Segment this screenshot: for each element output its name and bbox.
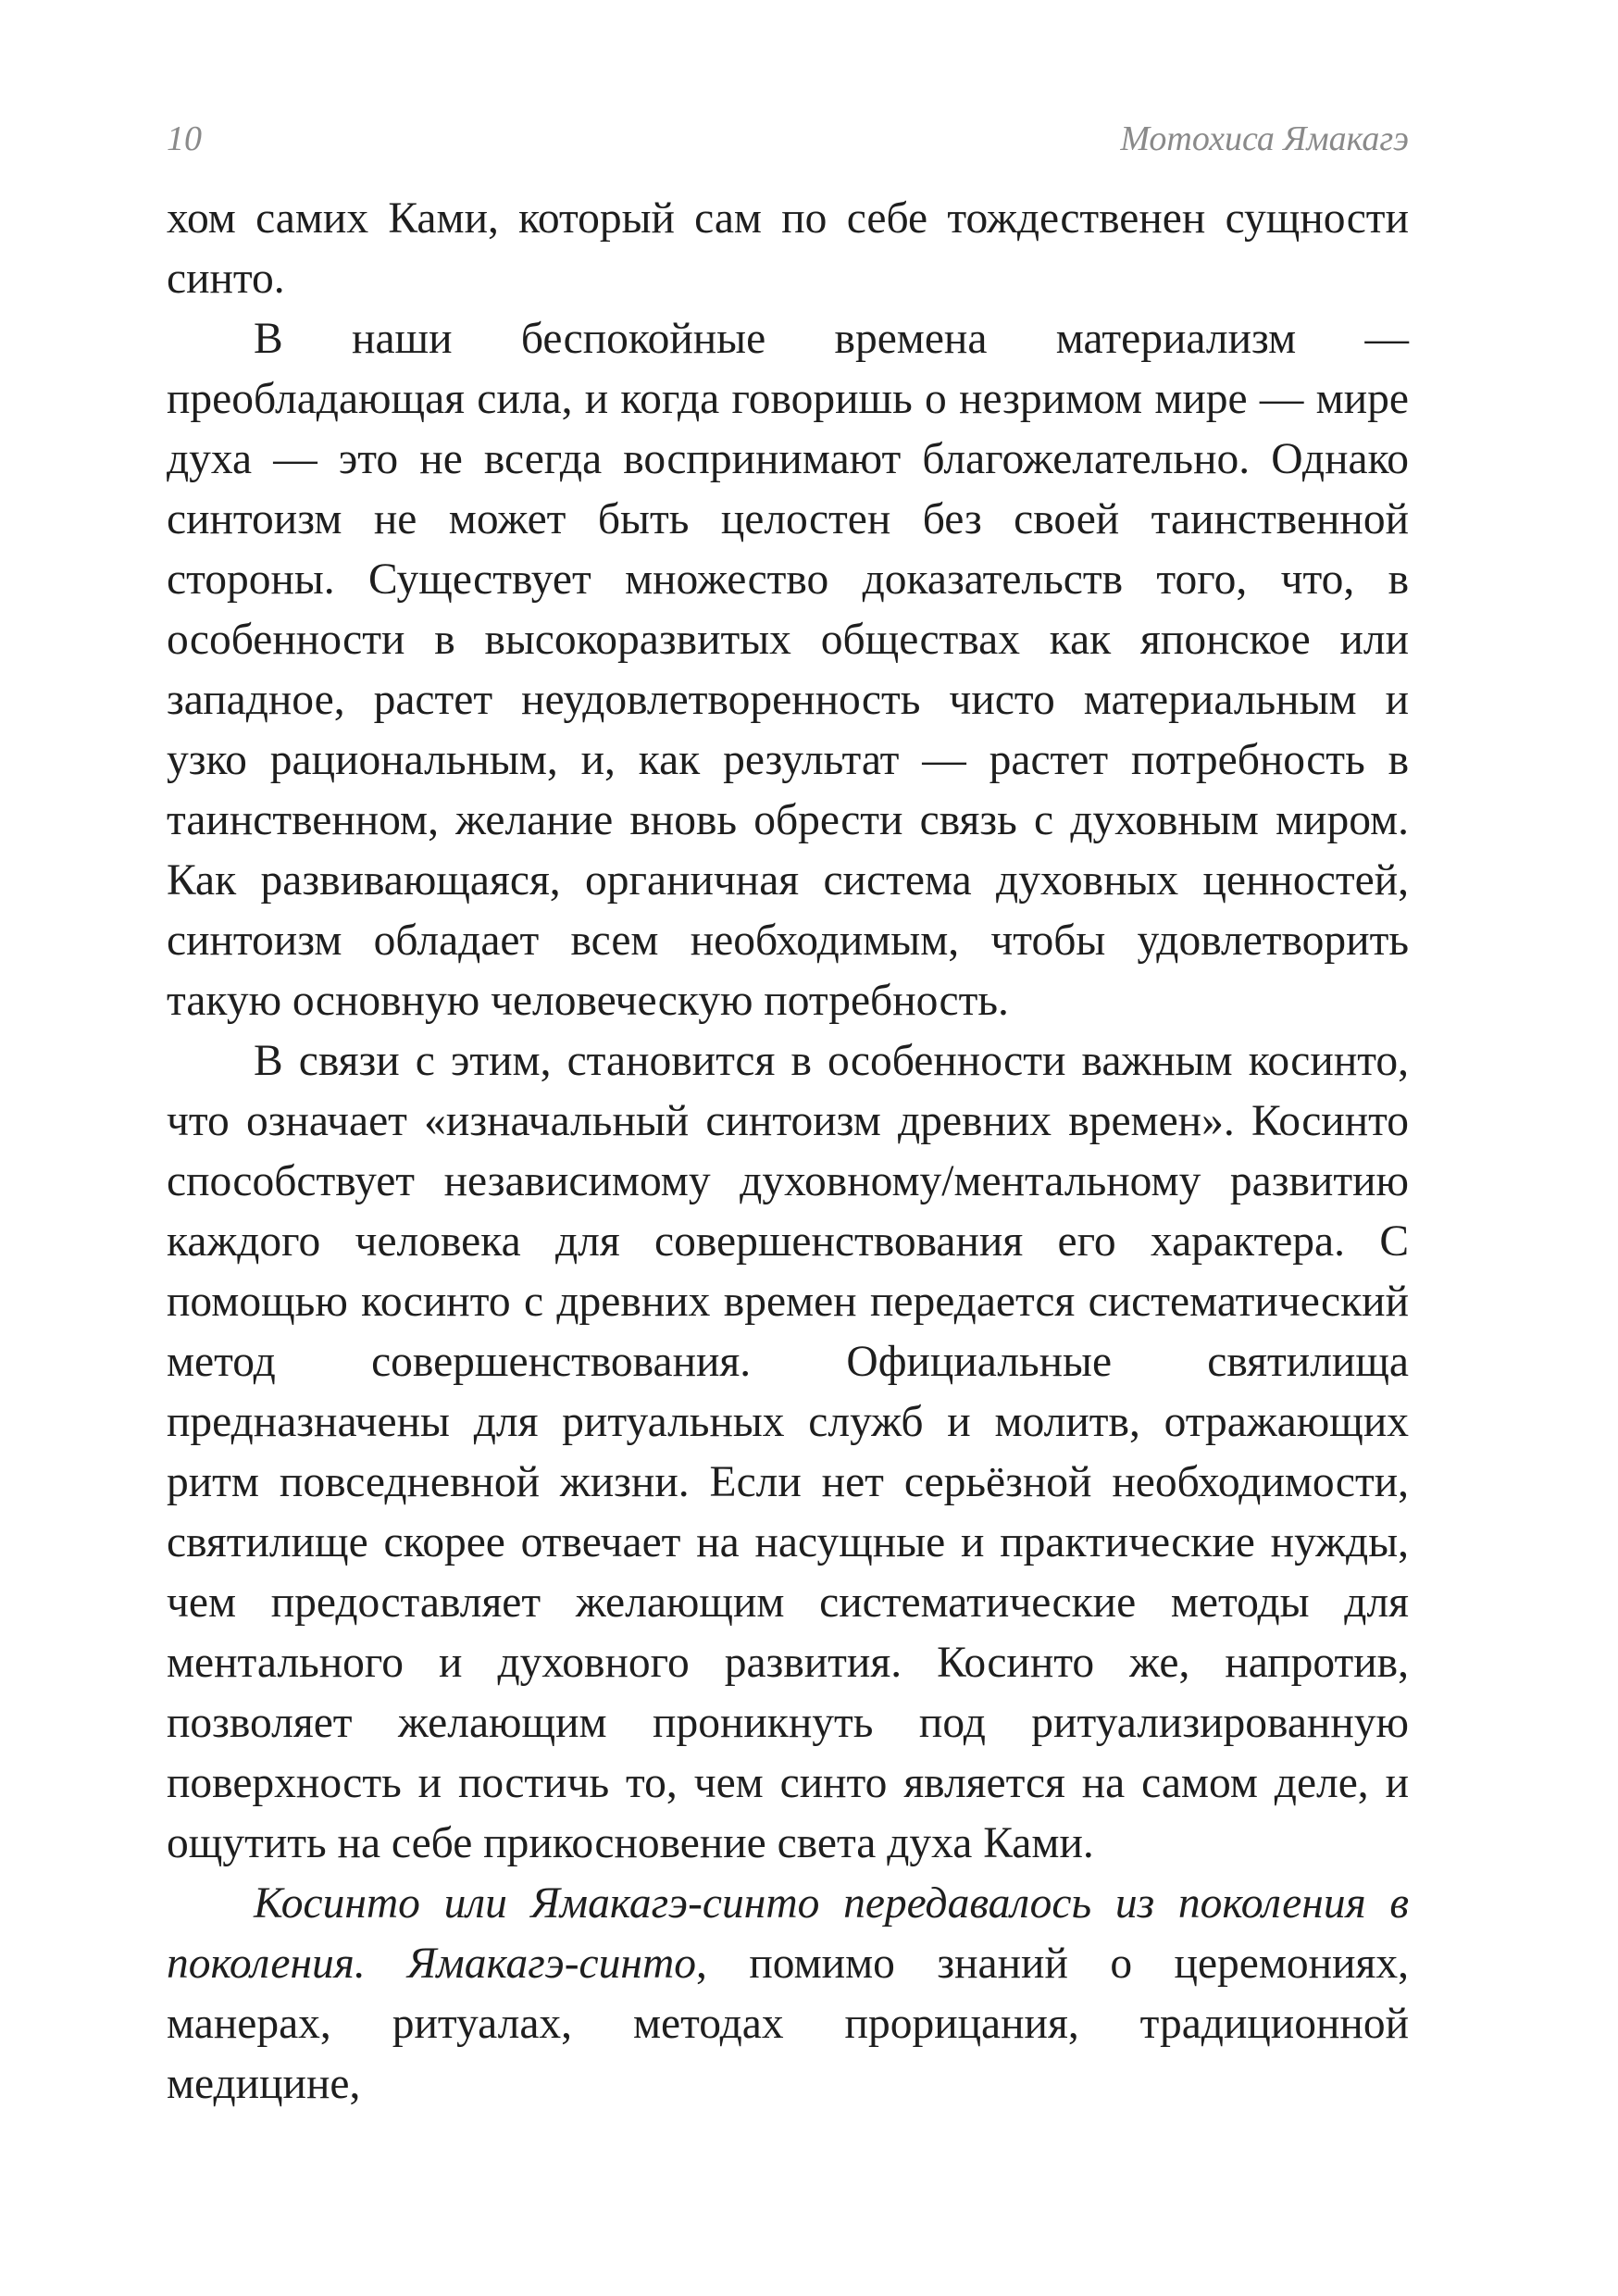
running-head [167, 119, 1409, 174]
paragraph-koshinto: В связи с этим, становится в особенности важным косинто, что означает «изначальный синтоизм древних времен». Косинто способствует независимому духовному/ментальному развитию каждого человека для совершенствования его характера. С помощью косинто с древних времен передается систематический метод совершенствования. Официальные святилища предназначены для ритуальных служб и молитв, отражающих ритм повседневной жизни. Если нет серьёзной необходимости, святилище скорее отвечает на насущные и практические нужды, чем предоставляет желающим систематические методы для ментального и духовного развития. Косинто же, напротив, позволяет желающим проникнуть под ритуализированную поверхность и постичь то, чем синто является на самом деле, и ощутить на себе прикосновение света духа Ками. [167, 1037, 1409, 1867]
paragraph-yamakage-shinto [167, 1874, 1409, 2115]
italic-lead: Косинто или Ямакагэ-синто передавалось из поколения в поколения. Ямакагэ-синто [167, 1879, 1409, 1988]
paragraph-remainder: , помимо знаний о церемониях, манерах, ритуалах, методах прорицания, традиционной медицине, [167, 1940, 1409, 2108]
page-number: 10 [167, 119, 202, 158]
paragraph-continuation: хом самих Ками, который сам по себе тождественен сущности синто. [167, 194, 1409, 303]
paragraph-materialism: В наши беспокойные времена материализм — преобладающая сила, и когда говоришь о незримом мире — мире духа — это не всегда воспринимают благожелательно. Однако синтоизм не может быть целостен без своей таинственной стороны. Существует множество доказательств того, что, в особенности в высокоразвитых обществах как японское или западное, растет неудовлетворенность чисто материальным и узко рациональным, и, как результат — растет потребность в таинственном, желание вновь обрести связь с духовным миром. Как развивающаяся, органичная система духовных ценностей, синтоизм обладает всем необходимым, чтобы удовлетворить такую основную человеческую потребность. [167, 315, 1409, 1025]
book-author: Мотохиса Ямакагэ [1120, 119, 1409, 158]
body-text [167, 189, 1409, 2115]
